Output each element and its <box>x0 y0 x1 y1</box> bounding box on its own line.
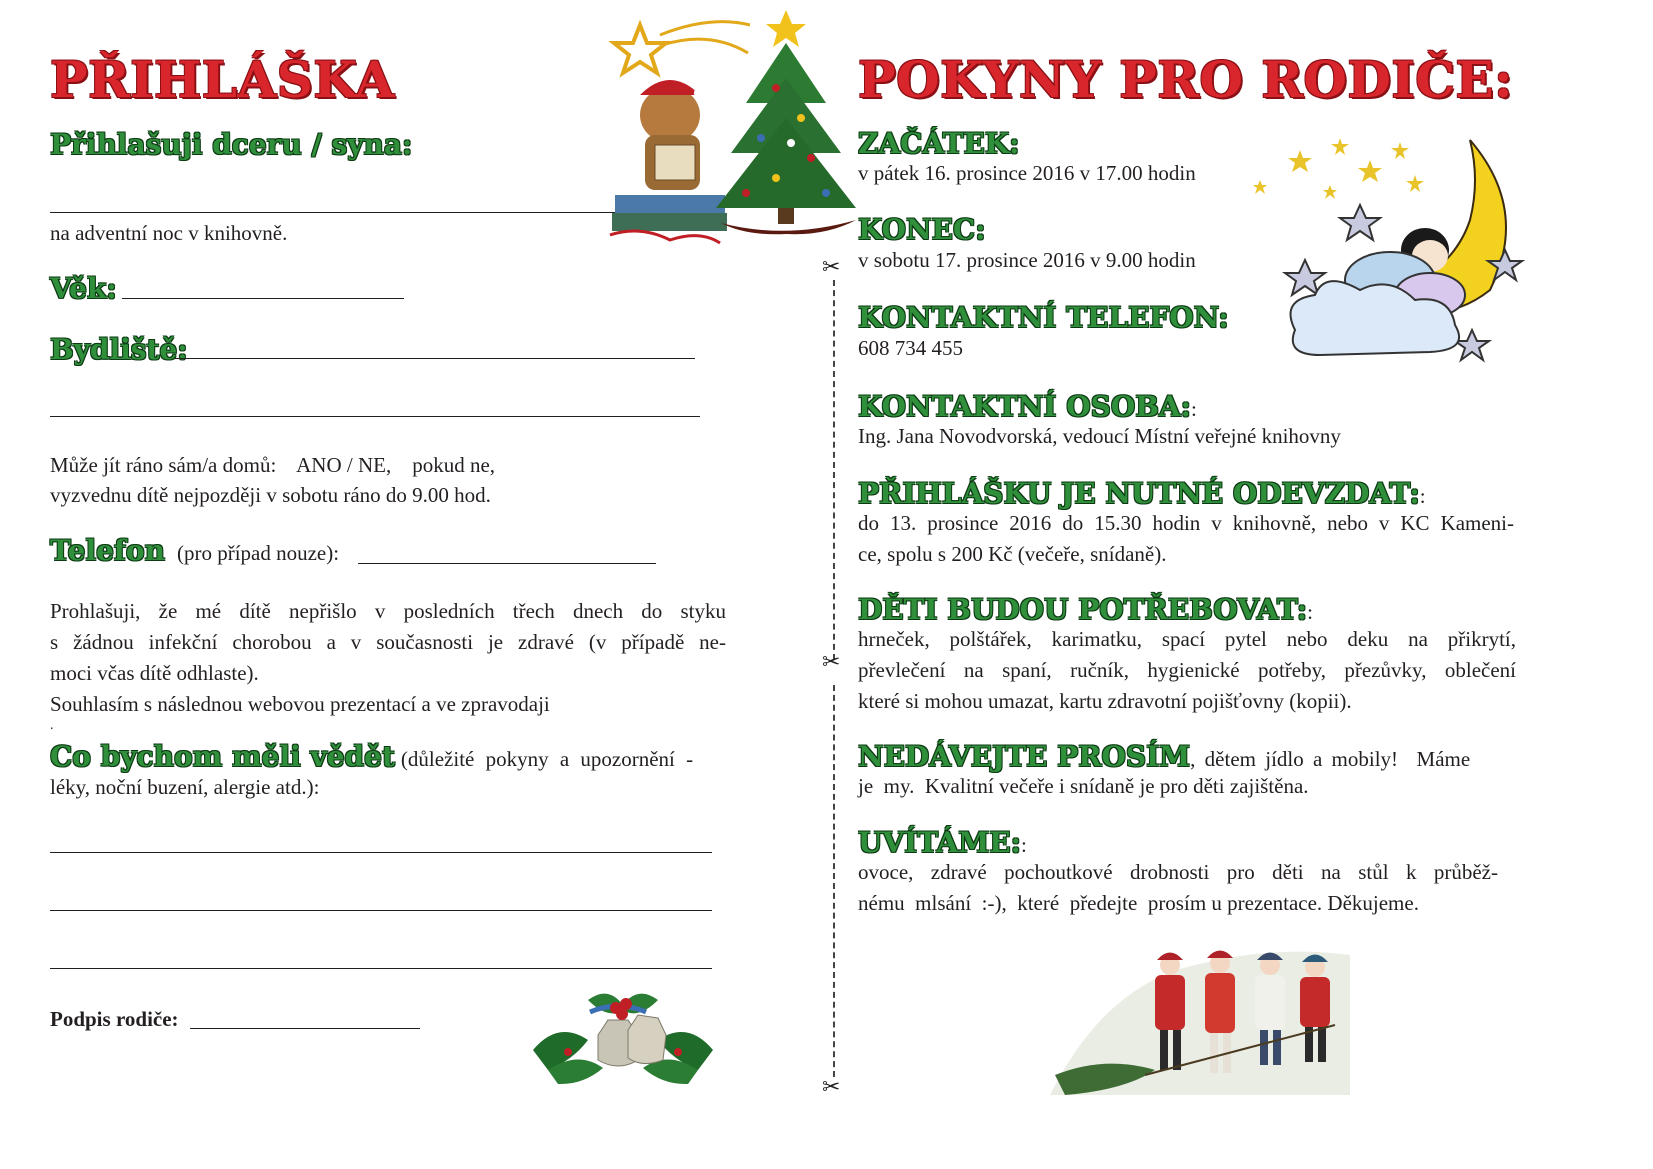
notes-line-1[interactable] <box>50 852 712 853</box>
scissors-icon: ✂ <box>822 255 841 280</box>
no-give-text2: je my. Kvalitní večeře i snídaně je pro děti zajištěna. <box>858 774 1309 798</box>
notes-line-2[interactable] <box>50 910 712 911</box>
phone-note: (pro případ nouze): <box>176 541 340 565</box>
needs-line-2: převlečení na spaní, ručník, hygienické potřeby, přezůvky, oblečení <box>858 658 1516 682</box>
scissors-icon: ✂ <box>822 1075 841 1100</box>
section-heading-phone: KONTAKTNÍ TELEFON: <box>858 301 1229 334</box>
stray-dot: . <box>50 718 54 733</box>
submit-line-2: ce, spolu s 200 Kč (večeře, snídaně). <box>858 542 1167 566</box>
welcome-text <box>858 857 1498 919</box>
residence-line[interactable] <box>175 358 695 359</box>
christmas-tree-icon <box>706 8 866 240</box>
right-title: POKYNY PRO RODIČE: <box>858 50 1514 109</box>
section-text-submit <box>858 508 1514 570</box>
should-know-note2: léky, noční buzení, alergie atd.): <box>50 775 320 799</box>
cut-line-lower <box>833 685 835 1077</box>
residence-line-2[interactable] <box>50 416 700 417</box>
signature-label: Podpis rodiče: <box>50 1007 179 1031</box>
residence-label: Bydliště: <box>50 333 188 366</box>
should-know-row <box>50 740 710 775</box>
no-give-heading: NEDÁVEJTE PROSÍM <box>858 740 1191 773</box>
age-label: Věk: <box>50 272 117 305</box>
section-suffix-needs: : <box>1307 600 1313 624</box>
declaration-line-3: moci včas dítě odhlaste). <box>50 661 259 685</box>
should-know-note: (důležité pokyny a upozornění - <box>400 747 694 771</box>
needs-row <box>858 593 1313 628</box>
declaration-line-1: Prohlašuji, že mé dítě nepřišlo v posledních třech dnech do styku <box>50 599 726 623</box>
night-text: na adventní noc v knihovně. <box>50 221 288 245</box>
phone-line[interactable] <box>358 563 656 564</box>
submit-line-1: do 13. prosince 2016 do 15.30 hodin v knihovně, nebo v KC Kameni- <box>858 511 1514 535</box>
section-heading-start: ZAČÁTEK: <box>858 127 1020 160</box>
section-text-end: v sobotu 17. prosince 2016 v 9.00 hodin <box>858 248 1196 272</box>
section-heading-end: KONEC: <box>858 213 986 246</box>
should-know-label: Co bychom měli vědět <box>50 740 395 773</box>
section-suffix-contact: : <box>1190 397 1197 421</box>
no-give-row <box>858 740 1502 775</box>
declaration-line-2: s žádnou infekční chorobou a v současnosti je zdravé (v případě ne- <box>50 630 726 654</box>
section-heading-needs: DĚTI BUDOU POTŘEBOVAT: <box>858 593 1308 626</box>
welcome-line-1: ovoce, zdravé pochoutkové drobnosti pro děti na stůl k průběž- <box>858 860 1498 884</box>
phone-label: Telefon <box>50 534 165 567</box>
left-title: PŘIHLÁŠKA <box>50 50 395 109</box>
enroll-label: Přihlašuji dceru / syna: <box>50 128 413 161</box>
section-heading-contact: KONTAKTNÍ OSOBA: <box>858 390 1191 423</box>
section-heading-submit: PŘIHLÁŠKU JE NUTNÉ ODEVZDAT: <box>858 477 1420 510</box>
welcome-row <box>858 826 1027 861</box>
cut-line-upper <box>833 280 835 660</box>
no-give-text1: , dětem jídlo a mobily! Máme <box>1190 747 1471 771</box>
welcome-line-2: nému mlsání :-), které předejte prosím u prezentace. Děkujeme. <box>858 891 1419 915</box>
submit-row <box>858 477 1426 512</box>
moon-baby-icon <box>1240 130 1530 380</box>
age-line[interactable] <box>122 298 404 299</box>
section-text-contact: Ing. Jana Novodvorská, vedoucí Místní veřejné knihovny <box>858 424 1341 448</box>
welcome-heading: UVÍTÁME: <box>858 826 1021 859</box>
signature-line[interactable] <box>190 1028 420 1029</box>
may-go-line1: Může jít ráno sám/a domů: ANO / NE, pokud ne, <box>50 453 496 477</box>
section-text-start: v pátek 16. prosince 2016 v 17.00 hodin <box>858 161 1196 185</box>
consent-text: Souhlasím s následnou webovou prezentací a ve zpravodaji <box>50 692 550 716</box>
may-go-line2: vyzvednu dítě nejpozději v sobotu ráno do 9.00 hod. <box>50 483 491 507</box>
section-suffix-submit: : <box>1419 484 1426 508</box>
holly-bells-icon <box>528 980 718 1090</box>
needs-line-3: které si mohou umazat, kartu zdravotní pojišťovny (kopii). <box>858 689 1352 713</box>
needs-line-1: hrneček, polštářek, karimatku, spací pytel nebo deku na přikrytí, <box>858 627 1516 651</box>
phone-row <box>50 534 339 569</box>
contact-person-row <box>858 390 1197 425</box>
welcome-suffix: : <box>1020 833 1027 857</box>
declaration <box>50 596 726 720</box>
children-tree-icon <box>1045 925 1355 1100</box>
notes-line-3[interactable] <box>50 968 712 969</box>
section-text-needs <box>858 624 1516 717</box>
child-name-line[interactable] <box>50 212 620 213</box>
section-text-phone: 608 734 455 <box>858 336 963 360</box>
scissors-icon: ✂ <box>822 650 841 675</box>
